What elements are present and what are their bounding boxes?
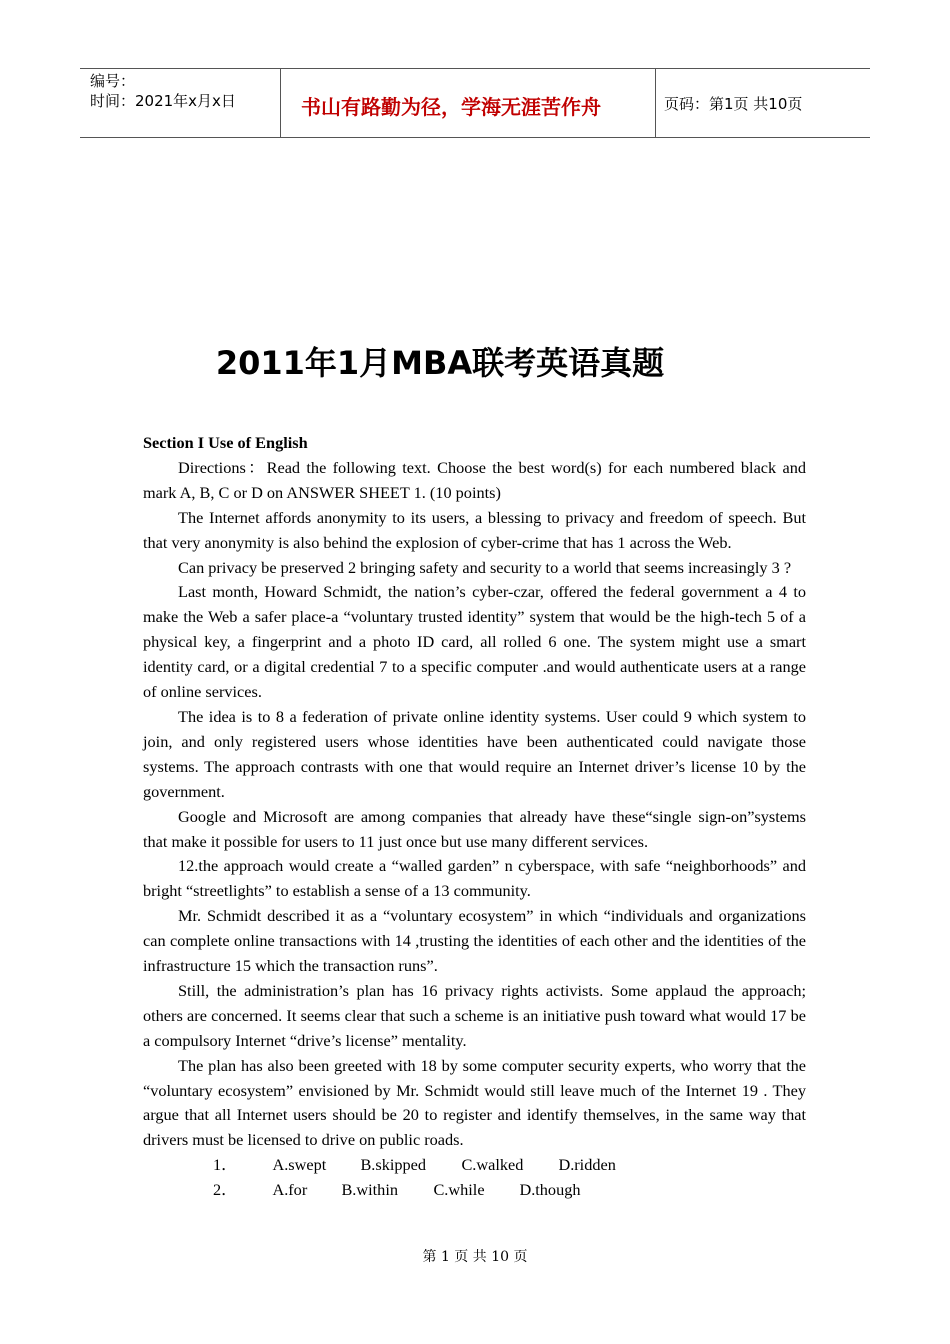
paragraph: Last month, Howard Schmidt, the nation’s cyber-czar, offered the federal government a 4 to make the Web a safer place-a “voluntary trusted identity” system that would be the high-tech 5 of a physical key, a fingerprint and a photo ID card, all rolled 6 one. The system might use a smart identity card, or a digital credential 7 to a specific computer .and would authenticate users at a range of online services.	[143, 582, 806, 702]
header-page-cell	[655, 69, 870, 137]
page-info: 页码：第1页 共10页	[664, 95, 803, 113]
paragraph: The plan has also been greeted with 18 by some computer security experts, who worry that the “voluntary ecosystem” envisioned by Mr. Schmidt would still leave much of the Internet 19 . They argue that all Internet users should be 20 to register and identify themselves, in the same way that drivers must be licensed to drive on public roads.	[143, 1055, 806, 1150]
option-d: D.ridden	[558, 1155, 616, 1175]
question-number: 2．	[213, 1180, 238, 1200]
document-body	[143, 431, 806, 1203]
motto-text: 书山有路勤为径，学海无涯苦作舟	[301, 95, 601, 119]
page-footer: 第 1 页 共 10 页	[422, 1249, 528, 1265]
number-label: 编号：	[90, 72, 136, 90]
option-c: C.walked	[461, 1155, 524, 1175]
question-options	[143, 1178, 806, 1203]
page-title: 2011年1月MBA联考英语真题	[215, 344, 665, 382]
option-b: B.within	[341, 1180, 398, 1200]
paragraph: The Internet affords anonymity to its users, a blessing to privacy and freedom of speech. But that very anonymity is also behind the explosion of cyber-crime that has 1 across the Web.	[143, 507, 806, 552]
time-label: 时间：2021年x月x日	[90, 92, 236, 110]
paragraph: Mr. Schmidt described it as a “voluntary ecosystem” in which “individuals and organizations can complete online transactions with 14 ,trusting the identities of each other and the identities of the infrastructure 15 which the transaction runs”.	[143, 906, 806, 976]
question-number: 1．	[213, 1155, 238, 1175]
paragraph: Google and Microsoft are among companies that already have these“single sign-on”systems that make it possible for users to 11 just once but use many different services.	[143, 806, 806, 851]
paragraph: Can privacy be preserved 2 bringing safety and security to a world that seems increasingly 3 ?	[178, 557, 792, 577]
section-heading: Section I Use of English	[143, 433, 308, 452]
paragraph: The idea is to 8 a federation of private online identity systems. User could 9 which system to join, and only registered users whose identities have been authenticated could navigate those systems. The approach contrasts with one that would require an Internet driver’s license 10 by the government.	[143, 706, 806, 801]
option-a: A.for	[272, 1180, 308, 1200]
paragraph: 12.the approach would create a “walled garden” n cyberspace, with safe “neighborhoods” and bright “streetlights” to establish a sense of a 13 community.	[143, 856, 806, 901]
option-a: A.swept	[272, 1155, 327, 1175]
paragraph-directions: Directions：Read the following text. Choose the best word(s) for each numbered black and mark A, B, C or D on ANSWER SHEET 1. (10 points)	[143, 457, 806, 502]
option-b: B.skipped	[360, 1155, 427, 1175]
option-d: D.though	[519, 1180, 581, 1200]
question-options	[143, 1153, 806, 1178]
header-info-cell	[80, 69, 280, 137]
option-c: C.while	[433, 1180, 485, 1200]
document-header	[80, 68, 870, 138]
header-motto-cell	[280, 69, 656, 137]
paragraph: Still, the administration’s plan has 16 privacy rights activists. Some applaud the approach; others are concerned. It seems clear that such a scheme is an initiative push toward what would 17 be a compulsory Internet “drive’s license” mentality.	[143, 980, 806, 1050]
